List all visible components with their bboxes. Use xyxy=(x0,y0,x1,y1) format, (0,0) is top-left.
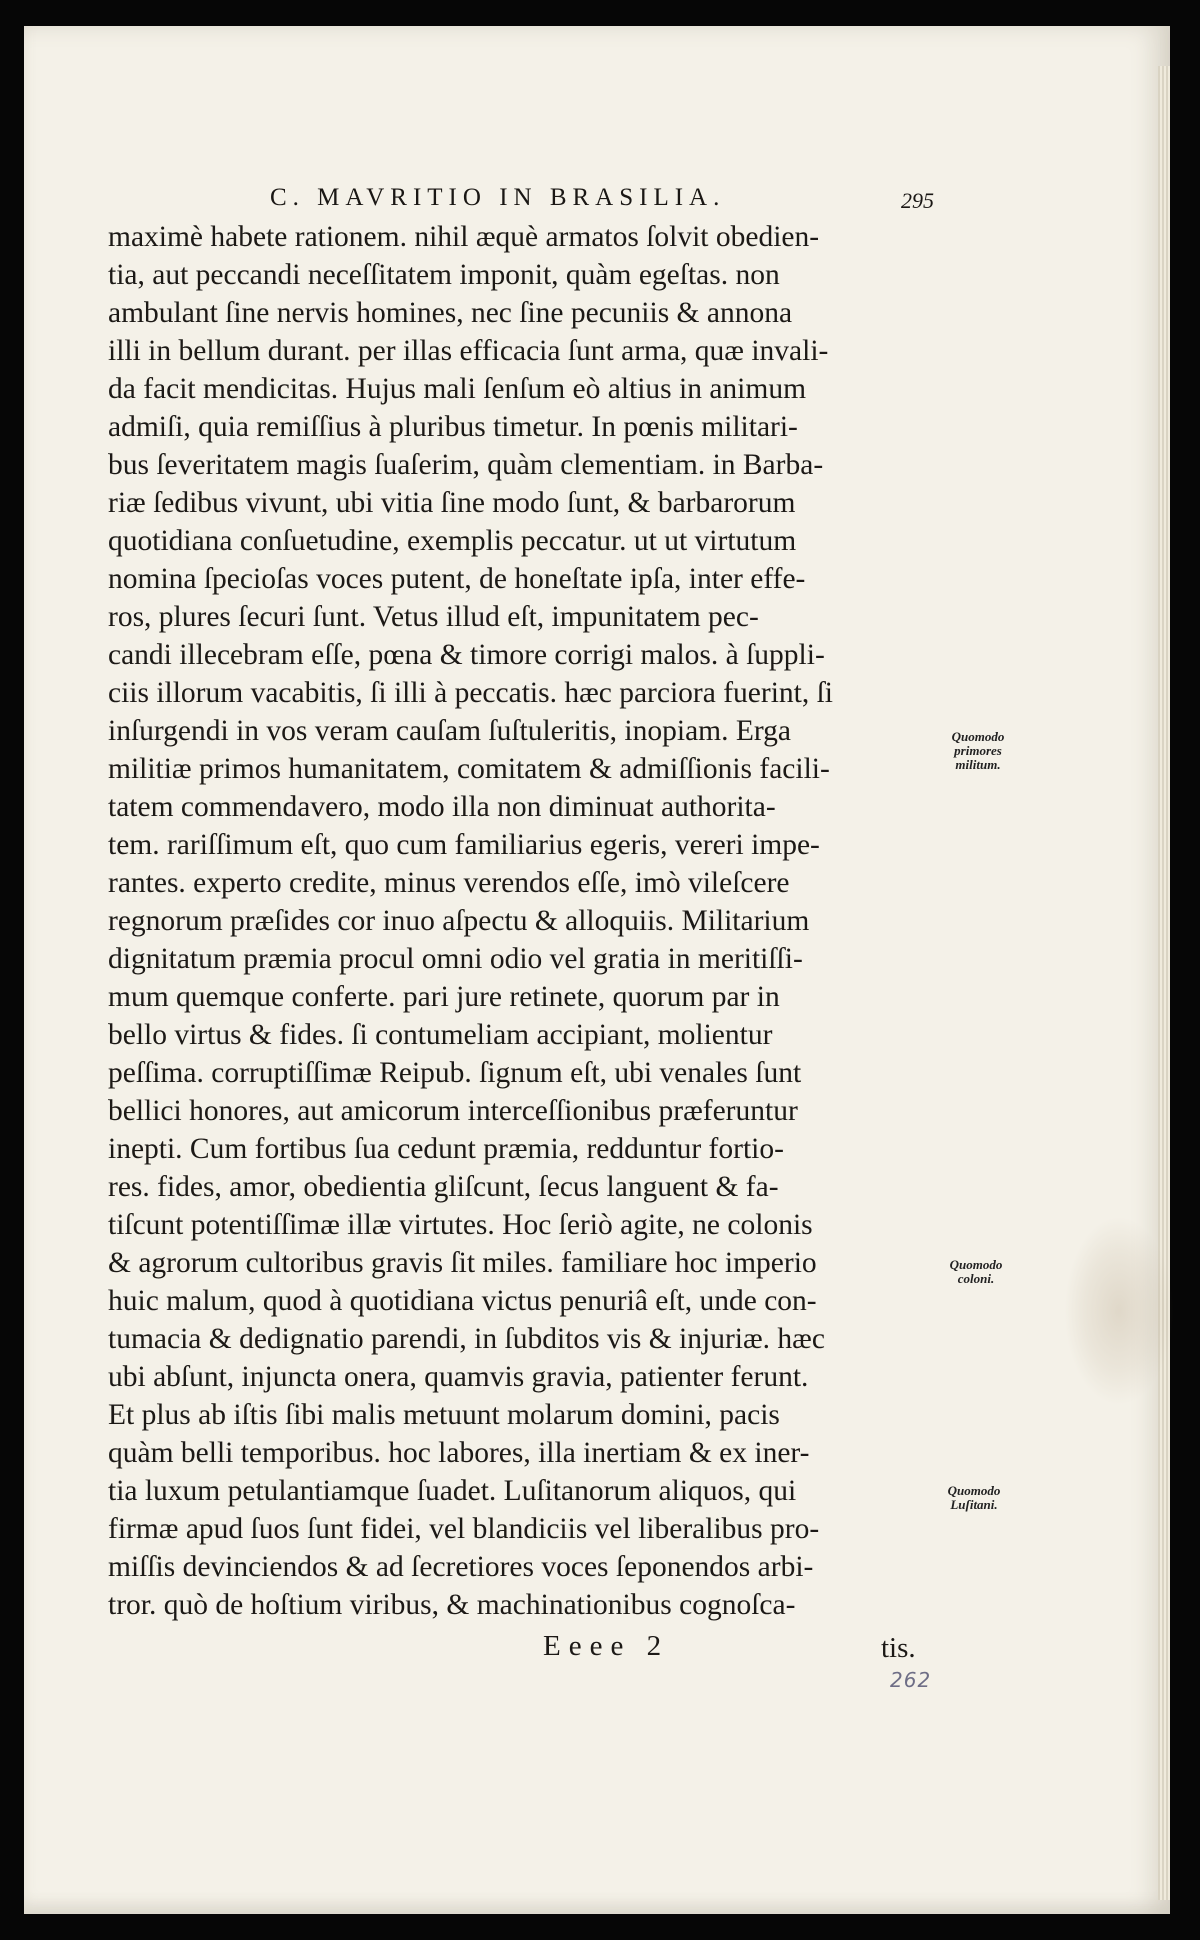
text-line: dignitatum præmia procul omni odio vel gratia in meritiſſi- xyxy=(108,943,803,975)
text-line: tumacia & dedignatio parendi, in ſubditos vis & injuriæ. hæc xyxy=(108,1323,825,1355)
text-line: regnorum præſides cor inuo aſpectu & alloquiis. Militarium xyxy=(108,905,810,937)
text-line: tror. quò de hoſtium viribus, & machinationibus cognoſca- xyxy=(108,1589,796,1621)
text-line: quàm belli temporibus. hoc labores, illa inertiam & ex iner- xyxy=(108,1437,810,1469)
text-line: ambulant ſine nervis homines, nec ſine pecuniis & annona xyxy=(108,297,793,329)
catchword: tis. xyxy=(881,1632,916,1664)
handwritten-folio: 262 xyxy=(890,1668,932,1692)
water-stain xyxy=(1064,1216,1174,1406)
text-line: & agrorum cultoribus gravis ſit miles. familiare hoc imperio xyxy=(108,1247,817,1279)
page-number: 295 xyxy=(901,188,934,213)
text-line: peſſima. corruptiſſimæ Reipub. ſignum eſt, ubi venales ſunt xyxy=(108,1057,802,1089)
text-line: quotidiana conſuetudine, exemplis peccatur. ut ut virtutum xyxy=(108,525,797,557)
text-line: miſſis devinciendos & ad ſecretiores voces ſeponendos arbi- xyxy=(108,1551,814,1583)
margin-note-line: Luſitani. xyxy=(950,1497,998,1512)
text-line: nomina ſpecioſas voces putent, de honeſtate ipſa, inter effe- xyxy=(108,563,806,595)
body-text xyxy=(108,218,938,1624)
page-edge xyxy=(1158,66,1170,1900)
margin-note-lusitani xyxy=(934,1484,1014,1512)
text-line: tia, aut peccandi neceſſitatem imponit, quàm egeſtas. non xyxy=(108,259,780,291)
text-line: bus ſeveritatem magis ſuaſerim, quàm clementiam. in Barba- xyxy=(108,449,824,481)
text-line: firmæ apud ſuos ſunt fidei, vel blandiciis vel liberalibus pro- xyxy=(108,1513,820,1545)
text-line: inepti. Cum fortibus ſua cedunt præmia, redduntur fortio- xyxy=(108,1133,784,1165)
text-line: riæ ſedibus vivunt, ubi vitia ſine modo ſunt, & barbarorum xyxy=(108,487,796,519)
text-line: tem. rariſſimum eſt, quo cum familiarius egeris, vereri impe- xyxy=(108,829,820,861)
text-line: tiſcunt potentiſſimæ illæ virtutes. Hoc ſeriò agite, ne colonis xyxy=(108,1209,813,1241)
text-line: da facit mendicitas. Hujus mali ſenſum eò altius in animum xyxy=(108,373,807,405)
text-line: Et plus ab iſtis ſibi malis metuunt molarum domini, pacis xyxy=(108,1399,780,1431)
text-line: ciis illorum vacabitis, ſi illi à peccatis. hæc parciora fuerint, ſi xyxy=(108,677,833,709)
text-line: mum quemque conferte. pari jure retinete, quorum par in xyxy=(108,981,780,1013)
signature-mark: Eeee 2 xyxy=(543,1630,670,1662)
text-line: illi in bellum durant. per illas efficacia ſunt arma, quæ invali- xyxy=(108,335,829,367)
text-line: bellici honores, aut amicorum interceſſionibus præferuntur xyxy=(108,1095,798,1127)
text-line: tia luxum petulantiamque ſuadet. Luſitanorum aliquos, qui xyxy=(108,1475,797,1507)
text-line: ros, plures ſecuri ſunt. Vetus illud eſt, impunitatem pec- xyxy=(108,601,759,633)
running-title: C. MAVRITIO IN BRASILIA. xyxy=(270,184,726,211)
margin-note-line: primores xyxy=(954,743,1002,758)
margin-note-primores xyxy=(938,730,1018,772)
margin-note-line: Quomodo xyxy=(949,1257,1003,1272)
text-line: admiſi, quia remiſſius à pluribus timetur. In pœnis militari- xyxy=(108,411,798,443)
margin-note-coloni xyxy=(936,1258,1016,1286)
margin-note-line: Quomodo xyxy=(947,1483,1001,1498)
margin-note-line: Quomodo xyxy=(951,729,1005,744)
margin-note-line: militum. xyxy=(955,757,1001,772)
text-line: tatem commendavero, modo illa non diminuat authorita- xyxy=(108,791,776,823)
text-line: candi illecebram eſſe, pœna & timore corrigi malos. à ſuppli- xyxy=(108,639,825,671)
text-line: bello virtus & fides. ſi contumeliam accipiant, molientur xyxy=(108,1019,773,1051)
text-line: maximè habete rationem. nihil æquè armatos ſolvit obedien- xyxy=(108,221,820,253)
text-line: res. fides, amor, obedientia gliſcunt, ſecus languent & fa- xyxy=(108,1171,779,1203)
text-line: huic malum, quod à quotidiana victus penuriâ eſt, unde con- xyxy=(108,1285,817,1317)
text-line: ubi abſunt, injuncta onera, quamvis gravia, patienter ferunt. xyxy=(108,1361,809,1393)
text-line: rantes. experto credite, minus verendos eſſe, imò vileſcere xyxy=(108,867,790,899)
text-line: inſurgendi in vos veram cauſam ſuſtuleritis, inopiam. Erga xyxy=(108,715,792,747)
margin-note-line: coloni. xyxy=(957,1271,995,1286)
text-line: militiæ primos humanitatem, comitatem & admiſſionis facili- xyxy=(108,753,830,785)
